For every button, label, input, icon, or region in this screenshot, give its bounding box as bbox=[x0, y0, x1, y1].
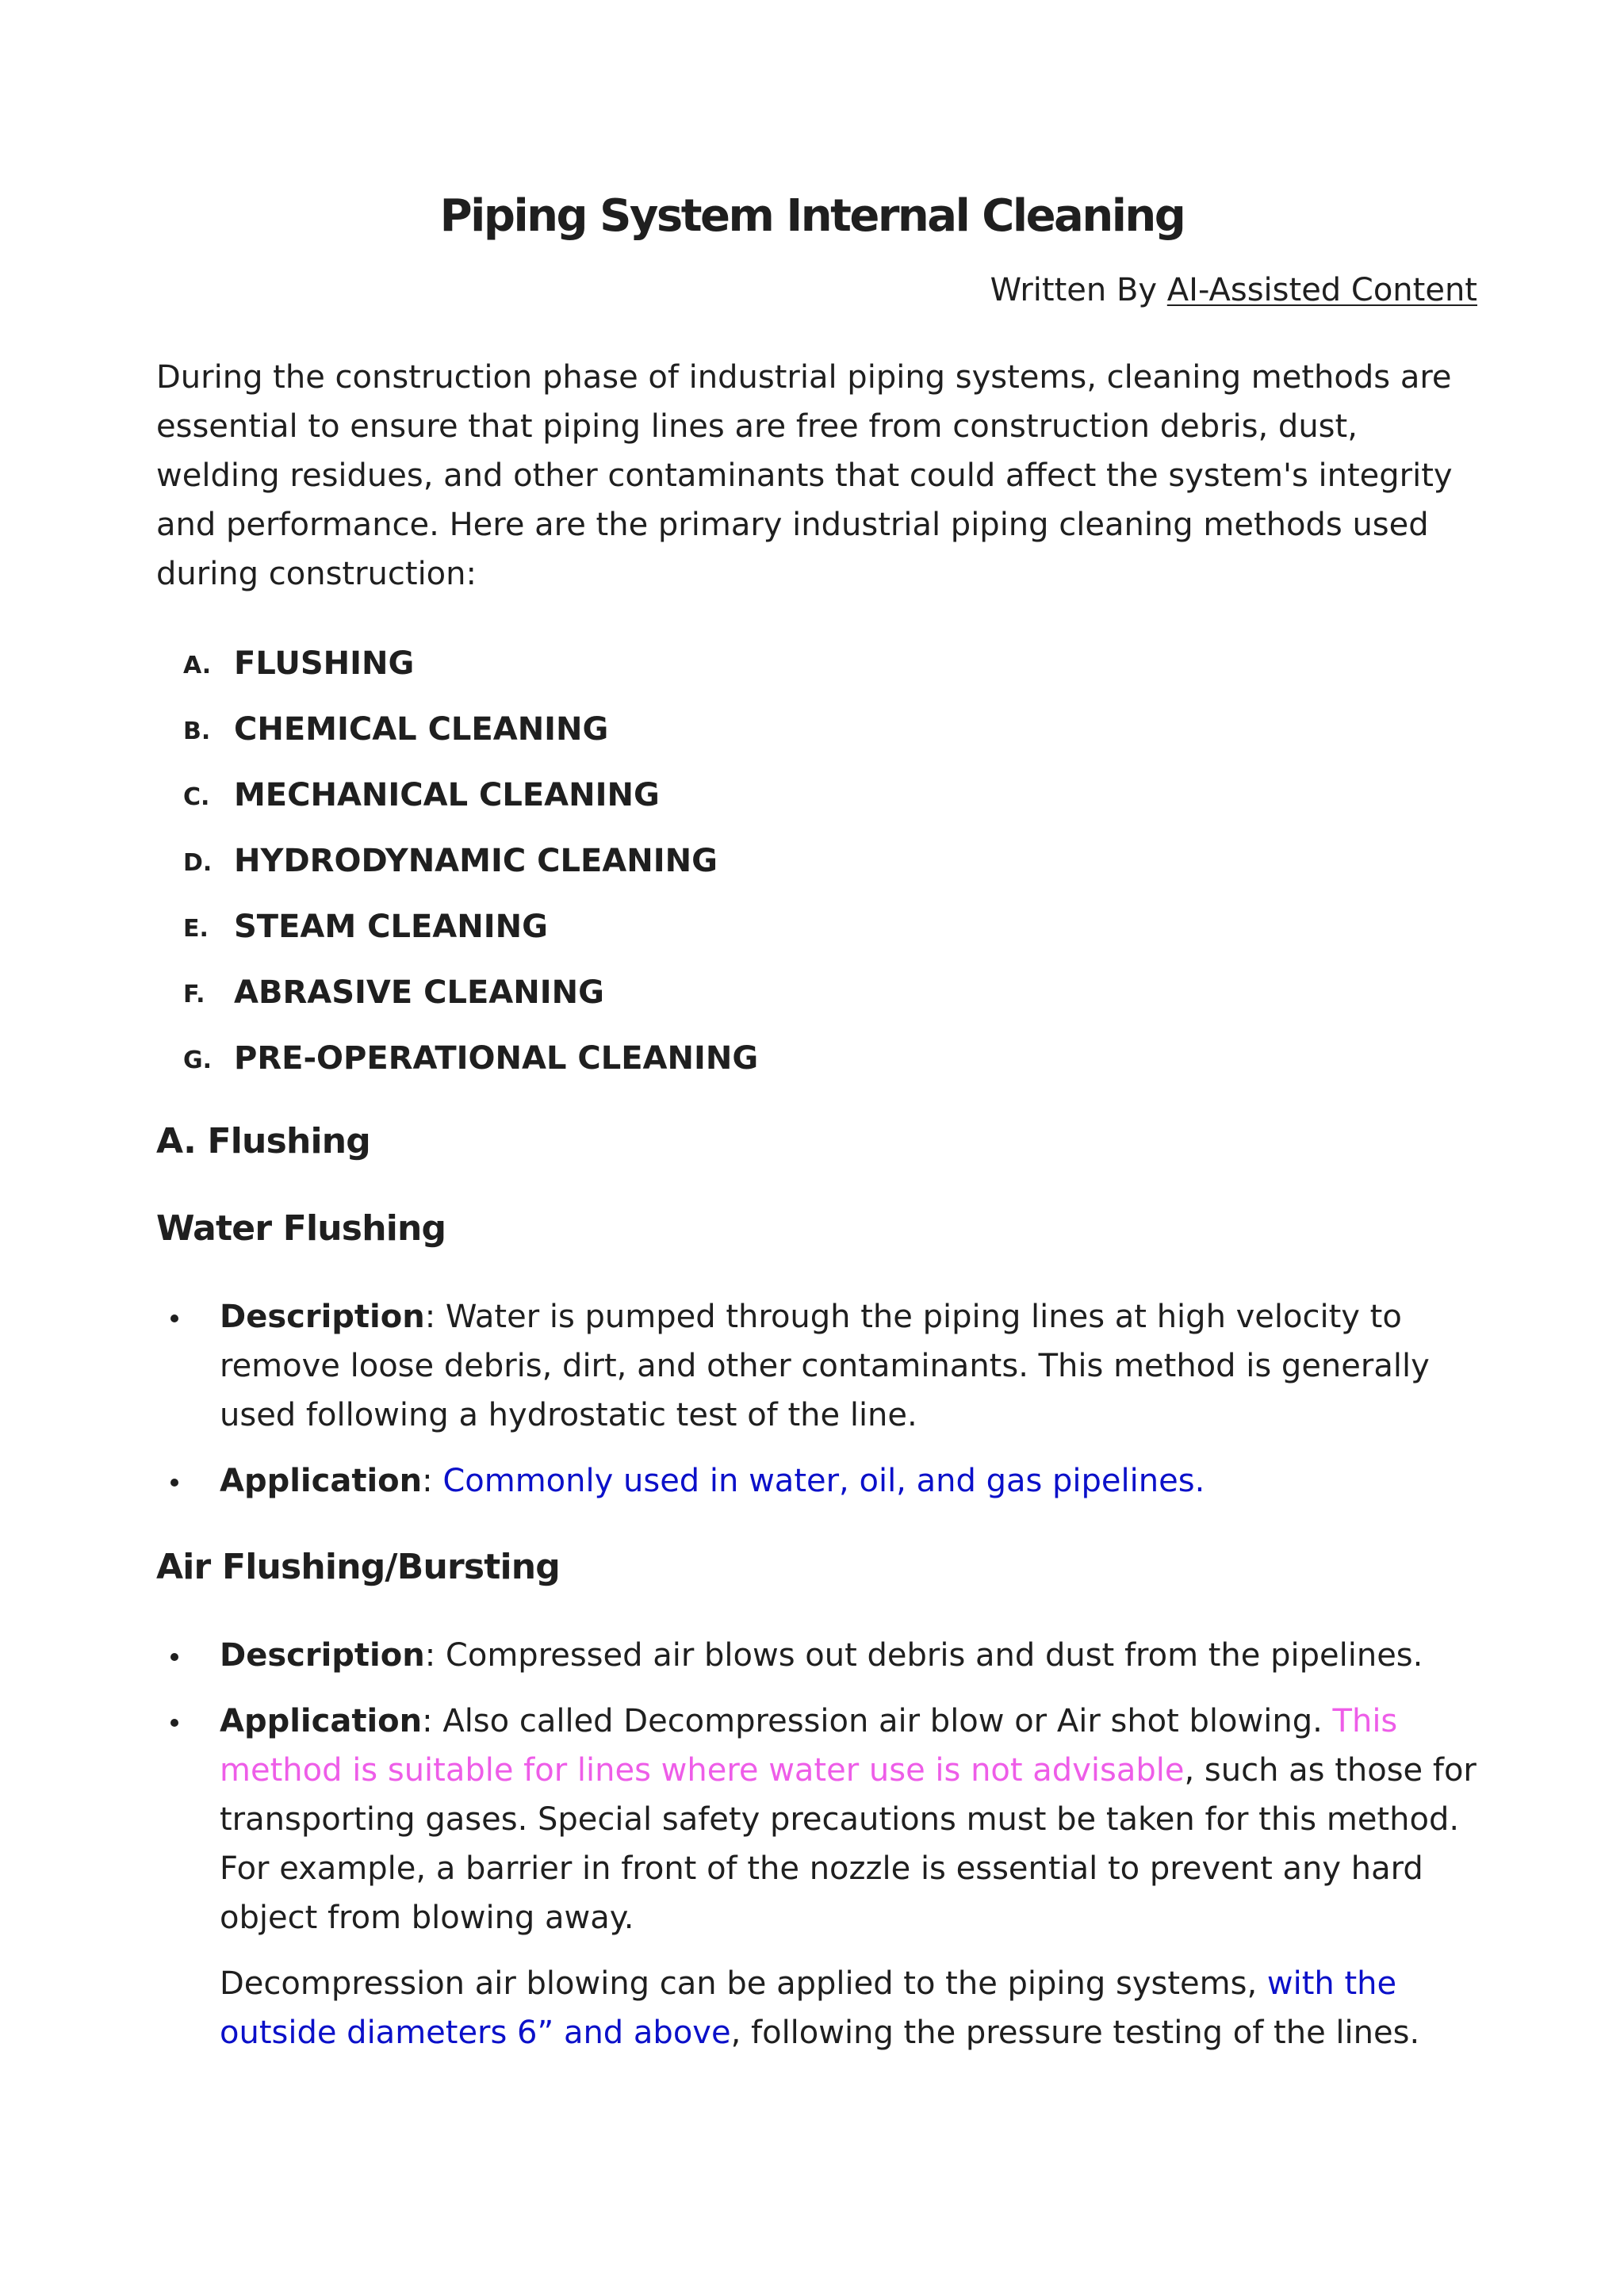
list-item bbox=[156, 1456, 1488, 1506]
bullet-body: : Compressed air blows out debris and dust from the pipelines. bbox=[424, 1637, 1423, 1674]
list-item bbox=[156, 1697, 1488, 2057]
list-item-label: FLUSHING bbox=[234, 645, 415, 682]
bullet-icon bbox=[170, 1719, 178, 1727]
bullet-label: Description bbox=[220, 1637, 425, 1674]
list-item-label: CHEMICAL CLEANING bbox=[234, 711, 609, 748]
bullet-text bbox=[220, 1631, 1488, 1680]
water-flushing-list bbox=[156, 1292, 1488, 1522]
list-marker: D. bbox=[183, 849, 213, 877]
bullet-separator: : bbox=[422, 1463, 443, 1499]
bullet-label: Description bbox=[220, 1299, 425, 1335]
list-item bbox=[156, 1292, 1488, 1440]
followup-body: , following the pressure testing of the lines. bbox=[730, 2015, 1420, 2051]
list-item-label: HYDRODYNAMIC CLEANING bbox=[234, 843, 718, 879]
subheading-water-flushing: Water Flushing bbox=[156, 1208, 446, 1249]
list-marker: B. bbox=[183, 718, 211, 745]
highlighted-text: Commonly used in water, oil, and gas pipelines. bbox=[442, 1463, 1205, 1499]
bullet-body: , such as those for transporting gases. Special safety precautions must be taken for this method. For example, a barrier in front of the nozzle is essential to prevent any hard object from blowing away. bbox=[220, 1752, 1477, 1936]
list-marker: C. bbox=[183, 783, 210, 811]
bullet-text bbox=[220, 1697, 1488, 1942]
list-marker: A. bbox=[183, 652, 212, 679]
list-item bbox=[156, 1631, 1488, 1680]
list-item-label: ABRASIVE CLEANING bbox=[234, 974, 604, 1011]
followup-body: Decompression air blowing can be applied to the piping systems, bbox=[220, 1965, 1267, 2002]
bullet-body: : Also called Decompression air blow or Air shot blowing. bbox=[422, 1703, 1333, 1739]
list-item-label: PRE-OPERATIONAL CLEANING bbox=[234, 1040, 759, 1077]
bullet-label: Application bbox=[220, 1463, 423, 1499]
bullet-text bbox=[220, 1292, 1488, 1440]
section-heading-flushing: A. Flushing bbox=[156, 1121, 370, 1161]
subheading-air-flushing: Air Flushing/Bursting bbox=[156, 1547, 560, 1587]
intro-paragraph: During the construction phase of industrial piping systems, cleaning methods are essential to ensure that piping lines are free from construction debris, dust, welding residues, and other contaminants that could affect the system's integrity and performance. Here are the primary industrial piping cleaning methods used during construction: bbox=[156, 359, 1453, 592]
author-link[interactable]: AI-Assisted Content bbox=[1166, 272, 1477, 308]
bullet-icon bbox=[170, 1314, 178, 1322]
byline bbox=[990, 268, 1477, 312]
list-marker: E. bbox=[183, 915, 209, 943]
highlighted-text: This method is suitable for lines where water use is not advisable bbox=[220, 1703, 1398, 1789]
bullet-label: Application bbox=[220, 1703, 423, 1739]
list-marker: G. bbox=[183, 1047, 213, 1074]
list-item-label: STEAM CLEANING bbox=[234, 909, 548, 945]
followup-paragraph bbox=[220, 1959, 1488, 2057]
byline-prefix: Written By bbox=[990, 272, 1167, 308]
bullet-text bbox=[220, 1456, 1488, 1506]
air-flushing-list bbox=[156, 1631, 1488, 2074]
highlighted-text: with the outside diameters 6” and above bbox=[220, 1965, 1397, 2051]
page-title: Piping System Internal Cleaning bbox=[439, 190, 1185, 242]
bullet-icon bbox=[170, 1479, 178, 1487]
bullet-icon bbox=[170, 1653, 178, 1661]
bullet-body: : Water is pumped through the piping lines at high velocity to remove loose debris, dirt, and other contaminants. This method is generally used following a hydrostatic test of the line. bbox=[220, 1299, 1430, 1433]
list-marker: F. bbox=[183, 981, 205, 1008]
list-item-label: MECHANICAL CLEANING bbox=[234, 777, 660, 813]
